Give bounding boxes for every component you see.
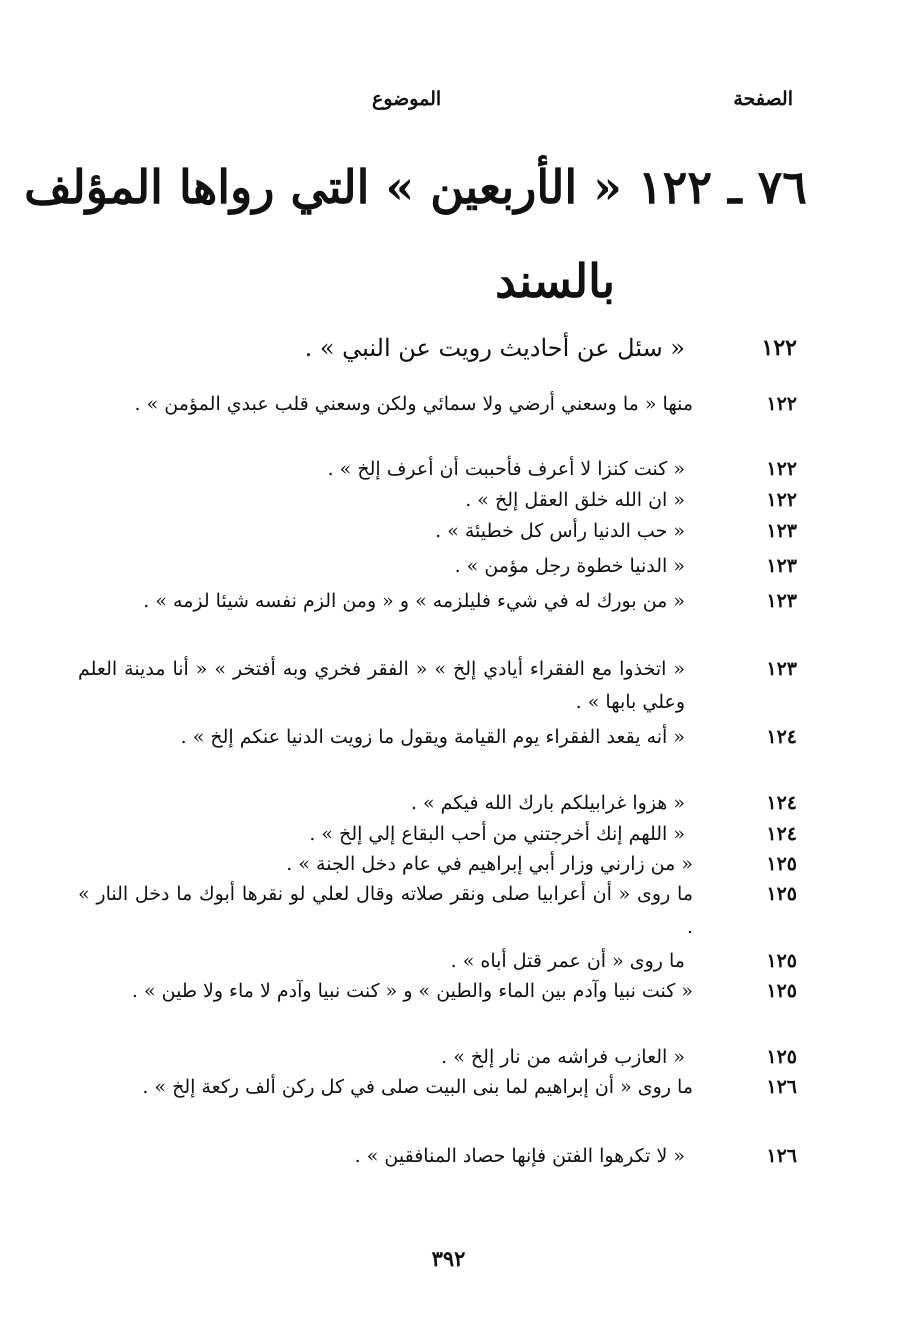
- entry-page-number: ١٢٦: [766, 1145, 797, 1167]
- entry-page-number: ١٢٣: [766, 590, 797, 612]
- section-title: ٧٦ ـ ١٢٢ « الأربعين » التي رواها المؤلف: [24, 160, 807, 214]
- entry-page-number: ١٢٥: [766, 980, 797, 1002]
- toc-entry: [78, 721, 797, 754]
- entry-page-number: ١٢٥: [766, 1046, 797, 1068]
- entry-text: « هزوا غرابيلكم بارك الله فيكم » .: [410, 792, 685, 814]
- toc-entry: [78, 848, 797, 881]
- entry-page-number: ١٢٤: [766, 823, 797, 845]
- toc-entry: [78, 453, 797, 486]
- entry-text: « ان الله خلق العقل إلخ » .: [465, 489, 685, 511]
- toc-entry: [78, 787, 797, 820]
- entry-text: ما روى « أن عمر قتل أباه » .: [450, 950, 685, 972]
- entry-text: « الدنيا خطوة رجل مؤمن » .: [454, 555, 685, 577]
- page-column-header: الصفحة: [733, 88, 793, 110]
- toc-entry: [78, 550, 797, 583]
- entry-text: منها « ما وسعني أرضي ولا سمائي ولكن وسعني قلب عبدي المؤمن » .: [134, 393, 693, 415]
- entry-page-number: ١٢٣: [766, 658, 797, 680]
- page-number: ٣٩٢: [431, 1246, 466, 1271]
- entry-page-number: ١٢٣: [766, 555, 797, 577]
- toc-entry: [78, 585, 797, 618]
- entry-page-number: ١٢٢: [761, 335, 797, 361]
- entry-text: « كنت نبيا وآدم بين الماء والطين » و « كنت نبيا وآدم لا ماء ولا طين » .: [131, 980, 693, 1002]
- toc-entry: [78, 878, 797, 944]
- toc-entry: [78, 945, 797, 978]
- entry-text: « حب الدنيا رأس كل خطيئة » .: [435, 520, 685, 542]
- entry-text: « من بورك له في شيء فليلزمه » و « ومن الزم نفسه شيئا لزمه » .: [143, 590, 685, 612]
- toc-entry: [78, 388, 797, 421]
- entry-page-number: ١٢٥: [766, 883, 797, 905]
- toc-entry: [78, 328, 797, 368]
- entry-text: « اتخذوا مع الفقراء أيادي إلخ » « الفقر فخري وبه أفتخر » « أنا مدينة العلم وعلي بابها » .: [78, 658, 685, 713]
- entry-page-number: ١٢٤: [766, 792, 797, 814]
- entry-page-number: ١٢٢: [766, 489, 797, 511]
- toc-entry: [78, 1140, 797, 1173]
- entry-page-number: ١٢٤: [766, 726, 797, 748]
- toc-entry: [78, 484, 797, 517]
- entry-page-number: ١٢٢: [766, 393, 797, 415]
- toc-entry: [78, 1041, 797, 1074]
- entry-page-number: ١٢٥: [766, 853, 797, 875]
- toc-entry: [78, 515, 797, 548]
- toc-entry: [78, 975, 797, 1008]
- entry-text: « العازب فراشه من نار إلخ » .: [441, 1046, 685, 1068]
- entry-text: « لا تكرهوا الفتن فإنها حصاد المنافقين » .: [354, 1145, 685, 1167]
- entry-text: « كنت كنزا لا أعرف فأحببت أن أعرف إلخ » .: [327, 458, 685, 480]
- entry-page-number: ١٢٢: [766, 458, 797, 480]
- toc-entry: [78, 818, 797, 851]
- section-title-continued: بالسند: [495, 254, 615, 308]
- entry-text: « سئل عن أحاديث رويت عن النبي » .: [304, 334, 685, 362]
- entry-page-number: ١٢٣: [766, 520, 797, 542]
- entry-text: « من زارني وزار أبي إبراهيم في عام دخل الجنة » .: [286, 853, 693, 875]
- entry-page-number: ١٢٦: [766, 1076, 797, 1098]
- entry-text: ما روى « أن إبراهيم لما بنى البيت صلى في كل ركن ألف ركعة إلخ » .: [142, 1076, 693, 1098]
- toc-entry: [78, 653, 797, 719]
- entry-text: « أنه يقعد الفقراء يوم القيامة ويقول ما زويت الدنيا عنكم إلخ » .: [180, 726, 685, 748]
- entry-text: ما روى « أن أعرابيا صلى ونقر صلاته وقال لعلي لو نقرها أبوك ما دخل النار » .: [78, 883, 693, 938]
- toc-entry: [78, 1071, 797, 1104]
- entry-text: « اللهم إنك أخرجتني من أحب البقاع إلي إلخ » .: [309, 823, 685, 845]
- entry-page-number: ١٢٥: [766, 950, 797, 972]
- topic-column-header: الموضوع: [372, 88, 442, 110]
